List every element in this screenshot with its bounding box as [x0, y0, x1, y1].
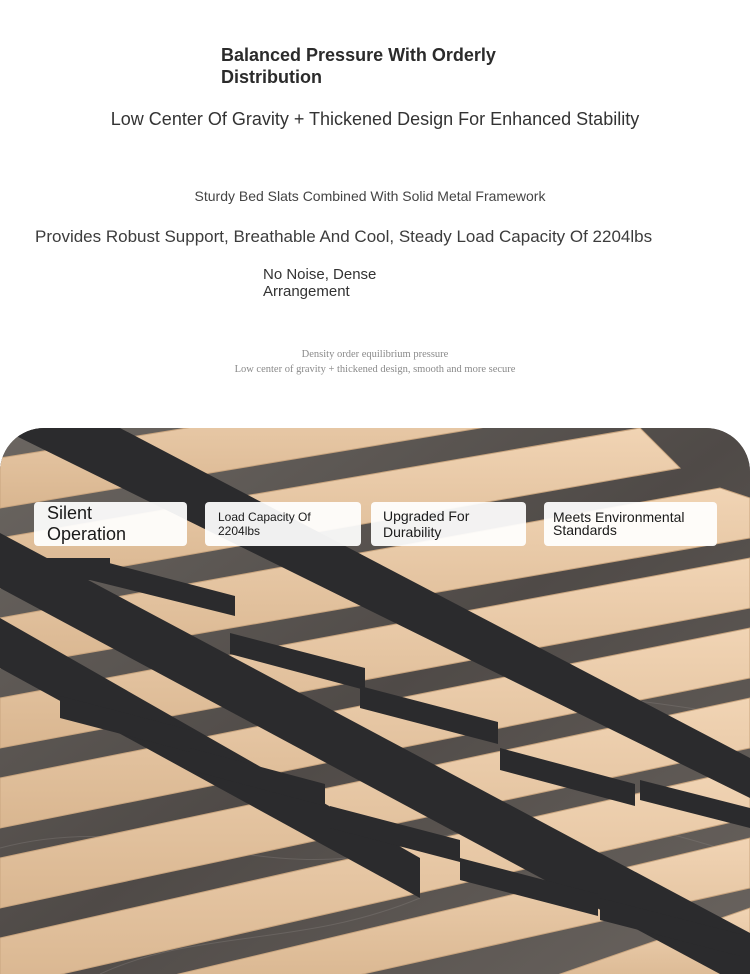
badge-load-capacity: Load Capacity Of 2204lbs	[205, 502, 361, 546]
fine-print-line-2: Low center of gravity + thickened design, smooth and more secure	[234, 364, 516, 375]
badge-environmental: Meets Environmental Standards	[544, 502, 717, 546]
support-feature-text: Provides Robust Support, Breathable And Cool, Steady Load Capacity Of 2204lbs	[35, 227, 653, 246]
headline: Balanced Pressure With Orderly Distribution	[221, 45, 496, 87]
fine-print-line-1: Density order equilibrium pressure	[301, 349, 449, 360]
badge-durability: Upgraded For Durability	[371, 502, 526, 546]
subheadline: Low Center Of Gravity + Thickened Design For Enhanced Stability	[110, 109, 640, 129]
slats-feature-text: Sturdy Bed Slats Combined With Solid Metal Framework	[194, 188, 546, 204]
fine-print	[0, 347, 750, 377]
noise-feature-text: No Noise, Dense Arrangement	[263, 266, 377, 300]
badge-silent-operation: Silent Operation	[34, 502, 187, 546]
